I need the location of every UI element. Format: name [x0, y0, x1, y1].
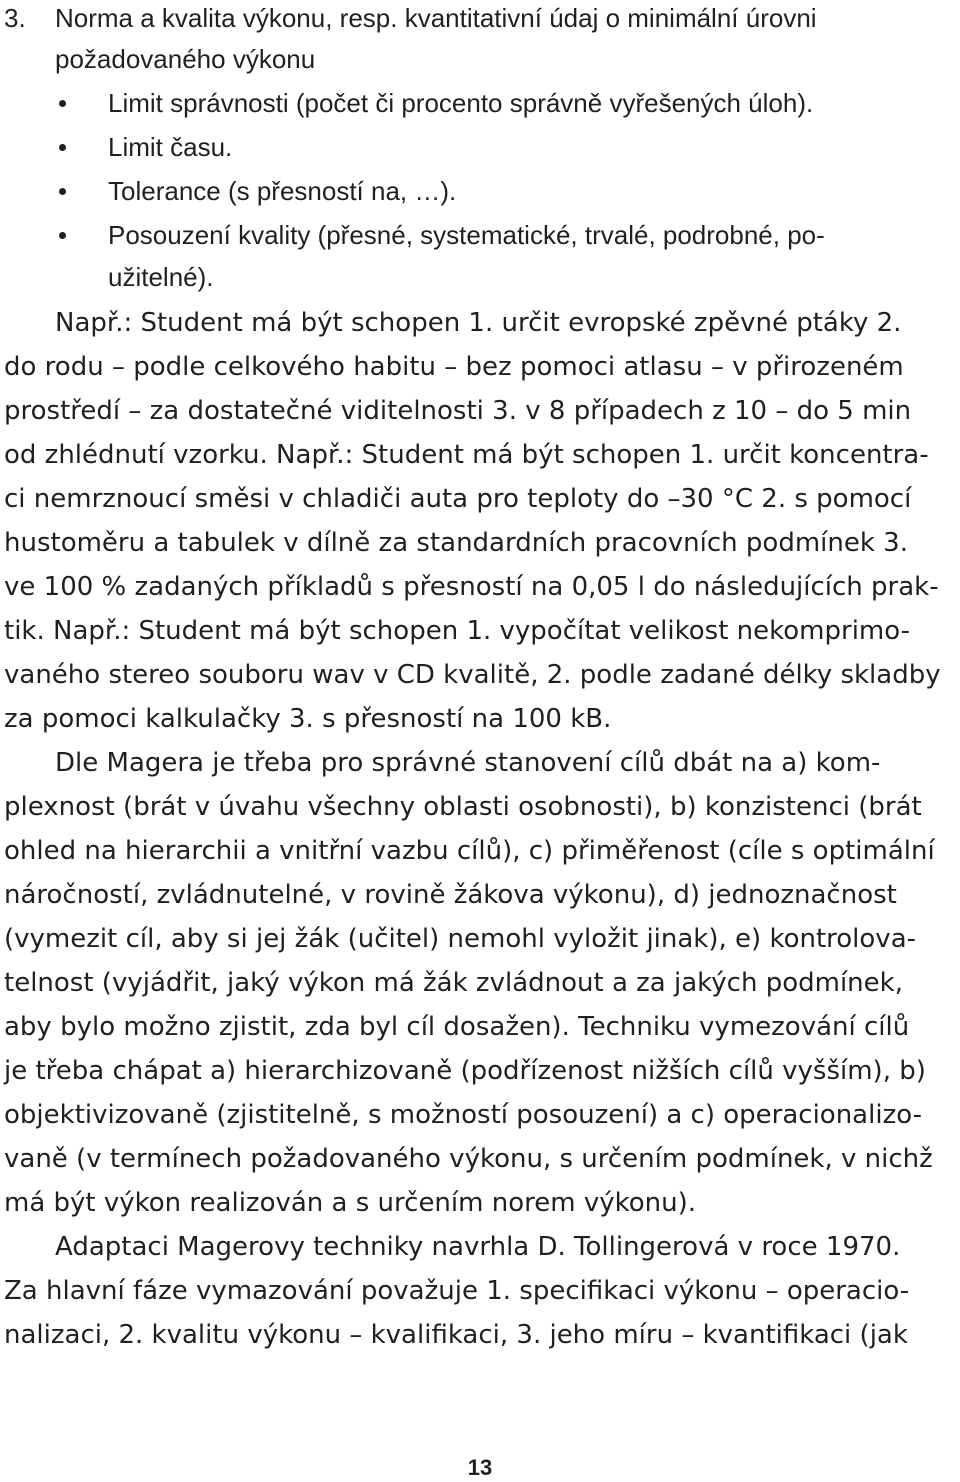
bullet-item: Tolerance (s přesností na, …). — [108, 176, 457, 206]
example-line: vaného stereo souboru wav v CD kvalitě, 2. podle zadané délky skladby — [4, 660, 941, 690]
example-line: prostředí – za dostatečné viditelnosti 3. v 8 případech z 10 – do 5 min — [4, 396, 912, 426]
bullet-marker — [59, 144, 66, 151]
paragraph-line: má být výkon realizován a s určením norem výkonu). — [4, 1188, 696, 1218]
bullet-item: Limit správnosti (počet či procento správně vyřešených úloh). — [108, 88, 814, 118]
paragraph-line: nalizaci, 2. kvalitu výkonu – kvalifikaci, 3. jeho míru – kvantifikaci (jak — [4, 1320, 908, 1350]
paragraph-line: Za hlavní fáze vymazování považuje 1. specifikaci výkonu – operacio- — [4, 1276, 910, 1306]
paragraph-line: Dle Magera je třeba pro správné stanovení cílů dbát na a) kom- — [55, 748, 881, 778]
paragraph-line: objektivizovaně (zjistitelně, s možností posouzení) a c) operacionalizo- — [4, 1100, 922, 1130]
bullet-marker — [59, 188, 66, 195]
bullet-marker — [59, 232, 66, 239]
paragraph-line: aby bylo možno zjistit, zda byl cíl dosažen). Techniku vymezování cílů — [4, 1012, 910, 1042]
bullet-item: Posouzení kvality (přesné, systematické, trvalé, podrobné, po- — [108, 220, 825, 250]
example-line: od zhlédnutí vzorku. Např.: Student má být schopen 1. určit koncentra- — [4, 440, 929, 470]
paragraph-line: ohled na hierarchii a vnitřní vazbu cílů), c) přiměřenost (cíle s optimální — [4, 836, 935, 866]
bullet-marker — [59, 100, 66, 107]
paragraph-line: (vymezit cíl, aby si jej žák (učitel) nemohl vyložit jinak), e) kontrolova- — [4, 924, 917, 954]
paragraph-line: Adaptaci Magerovy techniky navrhla D. Tollingerová v roce 1970. — [55, 1232, 901, 1262]
item-number: 3. — [4, 3, 26, 33]
paragraph-line: náročností, zvládnutelné, v rovině žákova výkonu), d) jednoznačnost — [4, 880, 897, 910]
example-line: ci nemrznoucí směsi v chladiči auta pro teploty do –30 °C 2. s pomocí — [4, 484, 912, 514]
example-line: ve 100 % zadaných příkladů s přesností na 0,05 l do následujících prak- — [4, 572, 939, 602]
example-line: Např.: Student má být schopen 1. určit evropské zpěvné ptáky 2. — [55, 308, 902, 338]
item-heading-line: požadovaného výkonu — [55, 44, 316, 74]
paragraph-line: je třeba chápat a) hierarchizovaně (podřízenost nižších cílů vyšším), b) — [4, 1056, 926, 1086]
bullet-item-continuation: užitelné). — [108, 262, 214, 292]
example-line: hustoměru a tabulek v dílně za standardních pracovních podmínek 3. — [4, 528, 908, 558]
page-number: 13 — [467, 1455, 493, 1480]
example-line: do rodu – podle celkového habitu – bez pomoci atlasu – v přirozeném — [4, 352, 904, 382]
paragraph-line: vaně (v termínech požadovaného výkonu, s určením podmínek, v nichž — [4, 1144, 933, 1174]
paragraph-line: plexnost (brát v úvahu všechny oblasti osobnosti), b) konzistenci (brát — [4, 792, 922, 822]
example-line: za pomoci kalkulačky 3. s přesností na 100 kB. — [4, 704, 612, 734]
bullet-item: Limit času. — [108, 132, 233, 162]
item-heading-line: Norma a kvalita výkonu, resp. kvantitativní údaj o minimální úrovni — [55, 3, 817, 33]
paragraph-line: telnost (vyjádřit, jaký výkon má žák zvládnout a za jakých podmínek, — [4, 968, 903, 998]
example-line: tik. Např.: Student má být schopen 1. vypočítat velikost nekomprimo- — [4, 616, 911, 646]
